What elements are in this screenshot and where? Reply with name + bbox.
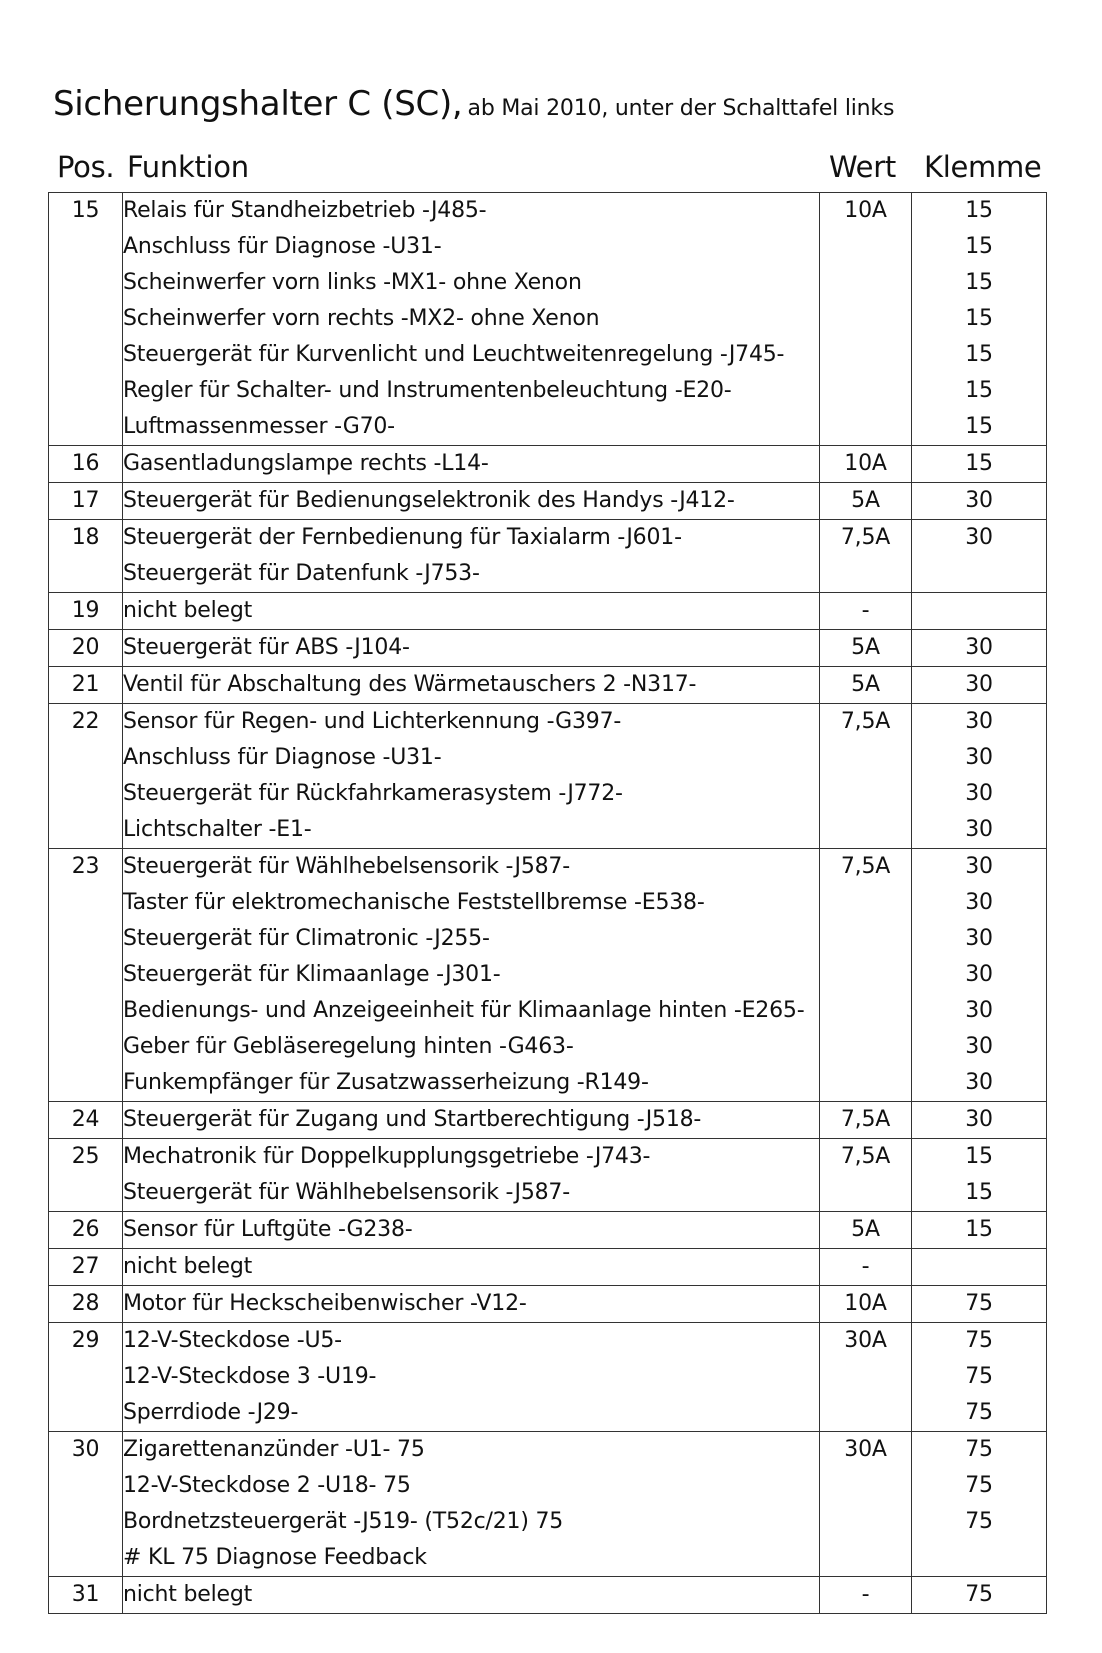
fuse-rating: 30A [844,1437,887,1462]
fuse-function-line: nicht belegt [123,1254,253,1279]
fuse-function-cell [123,1577,820,1614]
fuse-rating-cell [820,1323,912,1432]
fuse-terminal: 15 [965,1180,993,1205]
fuse-function-line: Mechatronik für Doppelkupplungsgetriebe -J743- [123,1144,651,1169]
fuse-function-line: Steuergerät der Fernbedienung für Taxialarm -J601- [123,525,682,550]
fuse-group [49,1286,1047,1323]
fuse-function-cell [123,1102,820,1139]
fuse-group [49,630,1047,667]
fuse-function-line: Steuergerät für Zugang und Startberechtigung -J518- [123,1107,702,1132]
fuse-terminal [912,1249,1046,1285]
fuse-rating-cell [820,483,912,520]
table-row [49,1249,1047,1286]
fuse-function-line: Geber für Gebläseregelung hinten -G463- [123,1034,574,1059]
fuse-terminal: 15 [965,414,993,439]
fuse-rating: 10A [844,1291,887,1316]
fuse-rating: 5A [851,1217,880,1242]
fuse-function-line: nicht belegt [123,598,253,623]
fuse-terminal: 30 [965,1034,993,1059]
fuse-function-line: Anschluss für Diagnose -U31- [123,234,442,259]
fuse-position: 25 [71,1144,100,1169]
fuse-group [49,593,1047,630]
fuse-terminal: 75 [965,1582,993,1607]
fuse-position-cell [49,483,123,520]
fuse-function-line: Steuergerät für Wählhebelsensorik -J587- [123,1180,570,1205]
fuse-function-cell [123,1249,820,1286]
fuse-position: 19 [71,598,100,623]
fuse-position: 31 [71,1582,100,1607]
fuse-group [49,1432,1047,1577]
fuse-terminal: 15 [965,451,993,476]
fuse-position-cell [49,520,123,593]
fuse-rating: 5A [851,672,880,697]
fuse-function-line: Scheinwerfer vorn links -MX1- ohne Xenon [123,270,582,295]
fuse-position-cell [49,446,123,483]
fuse-function-line: 12-V-Steckdose 2 -U18- 75 [123,1473,411,1498]
fuse-function-line: Steuergerät für Klimaanlage -J301- [123,962,501,987]
fuse-rating: 7,5A [840,1107,891,1132]
fuse-terminal-cell [912,1286,1047,1323]
fuse-position-cell [49,1286,123,1323]
fuse-position-cell [49,704,123,849]
fuse-function-line: 12-V-Steckdose -U5- [123,1328,342,1353]
fuse-function-cell [123,704,820,849]
fuse-terminal: 30 [965,488,993,513]
fuse-group [49,1577,1047,1614]
fuse-position-cell [49,1139,123,1212]
table-row [49,1577,1047,1614]
fuse-rating-cell [820,1212,912,1249]
fuse-function-line: Bordnetzsteuergerät -J519- (T52c/21) 75 [123,1509,564,1534]
fuse-rating-cell [820,446,912,483]
fuse-rating: 5A [851,635,880,660]
fuse-rating-cell [820,849,912,1102]
fuse-terminal: 30 [965,890,993,915]
fuse-function-line: # KL 75 Diagnose Feedback [123,1545,427,1570]
fuse-table [48,192,1047,1614]
fuse-position-cell [49,1432,123,1577]
fuse-function-line: Luftmassenmesser -G70- [123,414,395,439]
fuse-function-line: Steuergerät für Wählhebelsensorik -J587- [123,854,570,879]
fuse-position-cell [49,193,123,446]
fuse-function-cell [123,630,820,667]
fuse-function-line: Taster für elektromechanische Feststellbremse -E538- [123,890,705,915]
fuse-terminal-cell [912,1432,1047,1577]
fuse-position-cell [49,630,123,667]
fuse-group [49,193,1047,446]
fuse-function-cell [123,1323,820,1432]
fuse-rating-cell [820,593,912,630]
fuse-group [49,849,1047,1102]
fuse-group [49,483,1047,520]
fuse-terminal: 15 [965,234,993,259]
fuse-terminal-cell [912,1577,1047,1614]
fuse-terminal-cell [912,520,1047,593]
fuse-position-cell [49,1212,123,1249]
fuse-function-line: Funkempfänger für Zusatzwasserheizung -R149- [123,1070,649,1095]
fuse-rating-cell [820,193,912,446]
fuse-position: 20 [71,635,100,660]
fuse-function-cell [123,193,820,446]
table-row [49,1139,1047,1212]
fuse-function-cell [123,446,820,483]
page-title [53,84,894,124]
fuse-function-line: Zigarettenanzünder -U1- 75 [123,1437,425,1462]
fuse-position-cell [49,1323,123,1432]
fuse-terminal-cell [912,593,1047,630]
fuse-terminal-cell [912,1212,1047,1249]
fuse-position: 22 [71,709,100,734]
fuse-terminal: 75 [965,1291,993,1316]
fuse-function-line: Steuergerät für Datenfunk -J753- [123,561,480,586]
fuse-rating-cell [820,630,912,667]
fuse-rating-cell [820,667,912,704]
fuse-position: 21 [71,672,100,697]
fuse-function-cell [123,1286,820,1323]
table-row [49,1286,1047,1323]
fuse-position: 18 [71,525,100,550]
fuse-terminal: 75 [965,1364,993,1389]
fuse-terminal: 75 [965,1400,993,1425]
fuse-position: 26 [71,1217,100,1242]
fuse-function-cell [123,483,820,520]
fuse-terminal-cell [912,1249,1047,1286]
fuse-function-line: Steuergerät für Bedienungselektronik des Handys -J412- [123,488,735,513]
fuse-function-line: Bedienungs- und Anzeigeeinheit für Klimaanlage hinten -E265- [123,998,805,1023]
fuse-position: 24 [71,1107,100,1132]
fuse-position: 29 [71,1328,100,1353]
fuse-terminal: 30 [965,781,993,806]
fuse-function-line: Scheinwerfer vorn rechts -MX2- ohne Xenon [123,306,600,331]
fuse-rating: 7,5A [840,1144,891,1169]
table-row [49,630,1047,667]
fuse-function-line: nicht belegt [123,1582,253,1607]
fuse-terminal: 15 [965,1144,993,1169]
fuse-function-line: Sensor für Luftgüte -G238- [123,1217,413,1242]
fuse-group [49,1249,1047,1286]
table-row [49,704,1047,849]
fuse-rating: 30A [844,1328,887,1353]
fuse-function-line: Relais für Standheizbetrieb -J485- [123,198,487,223]
fuse-terminal: 30 [965,998,993,1023]
fuse-terminal-cell [912,1139,1047,1212]
fuse-rating: - [861,598,870,623]
fuse-rating: 10A [844,198,887,223]
fuse-terminal: 30 [965,926,993,951]
column-header-funktion: Funktion [127,150,249,184]
fuse-function-line: Steuergerät für Kurvenlicht und Leuchtweitenregelung -J745- [123,342,785,367]
fuse-function-line: Ventil für Abschaltung des Wärmetauschers 2 -N317- [123,672,697,697]
fuse-terminal [912,1540,1046,1576]
fuse-terminal: 15 [965,1217,993,1242]
fuse-terminal: 15 [965,342,993,367]
fuse-terminal: 30 [965,962,993,987]
table-row [49,1323,1047,1432]
fuse-position: 30 [71,1437,100,1462]
fuse-rating-cell [820,1102,912,1139]
fuse-rating: 7,5A [840,854,891,879]
column-header-wert: Wert [829,150,896,184]
fuse-terminal: 75 [965,1328,993,1353]
fuse-group [49,1139,1047,1212]
fuse-terminal-cell [912,704,1047,849]
table-row [49,849,1047,1102]
fuse-terminal: 30 [965,1070,993,1095]
fuse-group [49,1212,1047,1249]
fuse-terminal-cell [912,446,1047,483]
fuse-terminal [912,556,1046,592]
fuse-rating-cell [820,1577,912,1614]
fuse-group [49,1102,1047,1139]
fuse-terminal: 30 [965,854,993,879]
fuse-function-line: Gasentladungslampe rechts -L14- [123,451,489,476]
fuse-terminal-cell [912,1102,1047,1139]
fuse-function-cell [123,1432,820,1577]
column-header-klemme: Klemme [924,150,1042,184]
fuse-position-cell [49,849,123,1102]
fuse-terminal: 75 [965,1509,993,1534]
fuse-terminal-cell [912,849,1047,1102]
fuse-function-cell [123,1212,820,1249]
fuse-terminal: 30 [965,672,993,697]
fuse-function-cell [123,667,820,704]
table-row [49,593,1047,630]
fuse-position-cell [49,1577,123,1614]
fuse-rating-cell [820,1286,912,1323]
fuse-position: 27 [71,1254,100,1279]
fuse-function-cell [123,520,820,593]
fuse-position-cell [49,1249,123,1286]
table-row [49,667,1047,704]
fuse-group [49,520,1047,593]
fuse-terminal-cell [912,483,1047,520]
fuse-terminal: 75 [965,1437,993,1462]
fuse-group [49,667,1047,704]
fuse-terminal: 15 [965,198,993,223]
fuse-terminal: 30 [965,635,993,660]
fuse-rating: 7,5A [840,709,891,734]
fuse-rating-cell [820,1432,912,1577]
fuse-function-line: Regler für Schalter- und Instrumentenbeleuchtung -E20- [123,378,732,403]
fuse-position: 28 [71,1291,100,1316]
fuse-rating: - [861,1254,870,1279]
fuse-function-line: Steuergerät für Rückfahrkamerasystem -J772- [123,781,623,806]
fuse-function-line: Sperrdiode -J29- [123,1400,299,1425]
fuse-function-line: Anschluss für Diagnose -U31- [123,745,442,770]
fuse-rating-cell [820,1139,912,1212]
fuse-group [49,1323,1047,1432]
fuse-rating-cell [820,704,912,849]
fuse-function-line: Sensor für Regen- und Lichterkennung -G397- [123,709,622,734]
fuse-position-cell [49,593,123,630]
table-row [49,1432,1047,1577]
fuse-rating: - [861,1582,870,1607]
table-row [49,446,1047,483]
fuse-group [49,704,1047,849]
fuse-function-line: Motor für Heckscheibenwischer -V12- [123,1291,527,1316]
fuse-terminal-cell [912,193,1047,446]
fuse-function-line: Steuergerät für Climatronic -J255- [123,926,490,951]
table-row [49,483,1047,520]
fuse-function-line: Steuergerät für ABS -J104- [123,635,410,660]
fuse-rating: 5A [851,488,880,513]
fuse-rating: 7,5A [840,525,891,550]
fuse-function-line: 12-V-Steckdose 3 -U19- [123,1364,377,1389]
fuse-terminal: 30 [965,1107,993,1132]
fuse-position: 15 [71,198,100,223]
fuse-terminal: 75 [965,1473,993,1498]
fuse-group [49,446,1047,483]
fuse-terminal: 15 [965,270,993,295]
fuse-function-cell [123,593,820,630]
fuse-function-line: Lichtschalter -E1- [123,817,312,842]
fuse-rating-cell [820,1249,912,1286]
fuse-position-cell [49,1102,123,1139]
fuse-terminal-cell [912,667,1047,704]
column-header-pos: Pos. [57,150,115,184]
fuse-terminal: 30 [965,525,993,550]
fuse-terminal: 30 [965,709,993,734]
table-row [49,1212,1047,1249]
fuse-terminal: 30 [965,745,993,770]
fuse-terminal: 15 [965,378,993,403]
fuse-terminal [912,593,1046,629]
fuse-terminal-cell [912,630,1047,667]
fuse-function-cell [123,1139,820,1212]
fuse-terminal-cell [912,1323,1047,1432]
title-main: Sicherungshalter C (SC), [53,84,463,124]
table-row [49,1102,1047,1139]
fuse-position-cell [49,667,123,704]
table-row [49,520,1047,593]
fuse-rating-cell [820,520,912,593]
fuse-rating: 10A [844,451,887,476]
fuse-position: 17 [71,488,100,513]
table-row [49,193,1047,446]
title-subtitle: ab Mai 2010, unter der Schalttafel links [467,96,895,121]
fuse-position: 23 [71,854,100,879]
fuse-terminal: 30 [965,817,993,842]
fuse-position: 16 [71,451,100,476]
fuse-terminal: 15 [965,306,993,331]
fuse-function-cell [123,849,820,1102]
